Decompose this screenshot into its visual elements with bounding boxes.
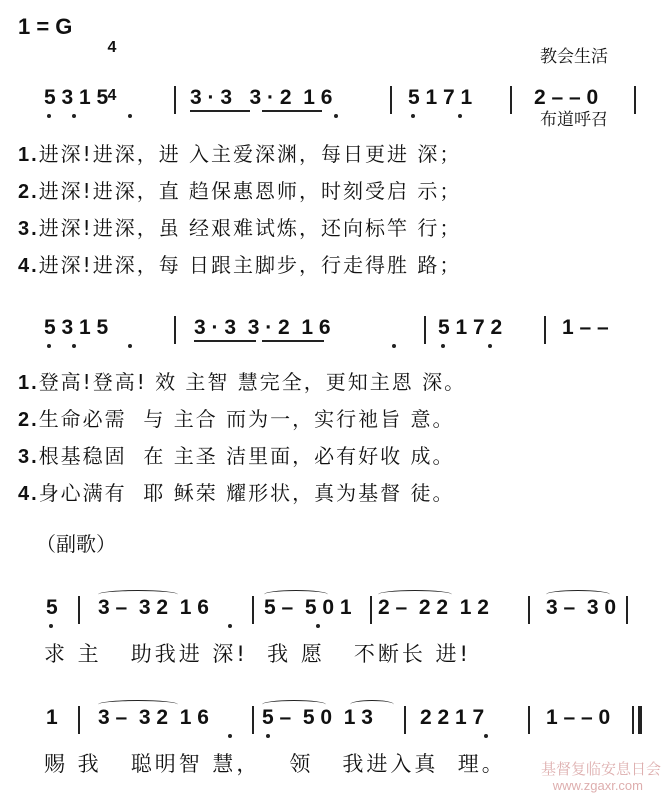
barline xyxy=(632,706,634,734)
octave-dot xyxy=(334,114,338,118)
octave-dot xyxy=(228,624,232,628)
octave-dot xyxy=(72,344,76,348)
watermark-url: www.zgaxr.com xyxy=(552,778,643,793)
verse-number: 1. xyxy=(18,372,39,394)
octave-dot xyxy=(228,734,232,738)
barline xyxy=(544,316,546,344)
verse-number: 3. xyxy=(18,218,39,240)
lyric-line xyxy=(18,249,461,278)
lyric-line xyxy=(18,477,454,506)
octave-dot xyxy=(49,624,53,628)
tie-arc xyxy=(262,700,326,709)
octave-dot xyxy=(392,344,396,348)
octave-dot xyxy=(441,344,445,348)
tie-arc xyxy=(546,590,610,599)
octave-dot xyxy=(484,734,488,738)
octave-dot xyxy=(411,114,415,118)
source-line-2: 布道呼召 xyxy=(540,110,608,129)
verse-number: 2. xyxy=(18,181,39,203)
chorus-label: （副歌） xyxy=(36,532,116,556)
measure: 5 1 7 1 xyxy=(408,86,473,109)
lyric-text: 进深!进深，虽 经艰难试炼，还向标竿 行； xyxy=(38,216,462,240)
measure: 1 – – xyxy=(562,316,609,339)
measure: 5 1 7 2 xyxy=(438,316,503,339)
beat-underline xyxy=(190,110,250,112)
lyric-text: 身心满有 耶 稣荣 耀形状，真为基督 徒。 xyxy=(38,481,455,505)
barline xyxy=(78,706,80,734)
tie-arc xyxy=(378,590,452,599)
verse-number: 1. xyxy=(18,144,39,166)
measure: 5 – 5 0 1 3 xyxy=(262,706,373,729)
measure: 3 · 3 3 · 2 1 6 xyxy=(190,86,333,109)
barline xyxy=(424,316,426,344)
octave-dot xyxy=(458,114,462,118)
measure: 3 – 3 0 xyxy=(546,596,617,619)
lyric-line xyxy=(18,440,454,469)
octave-dot xyxy=(72,114,76,118)
verse-number: 3. xyxy=(18,446,39,468)
measure: 2 – – 0 xyxy=(534,86,599,109)
tie-arc xyxy=(98,700,178,709)
octave-dot xyxy=(488,344,492,348)
barline xyxy=(626,596,628,624)
verse-number: 2. xyxy=(18,409,39,431)
barline xyxy=(174,86,176,114)
lyric-line xyxy=(18,175,461,204)
final-barline xyxy=(638,706,642,734)
barline xyxy=(252,706,254,734)
lyric-text: 生命必需 与 主合 而为一，实行祂旨 意。 xyxy=(38,407,455,431)
measure: 3 – 3 2 1 6 xyxy=(98,596,209,619)
measure: 5 – 5 0 1 xyxy=(264,596,352,619)
barline xyxy=(390,86,392,114)
barline xyxy=(404,706,406,734)
barline xyxy=(510,86,512,114)
key-signature: 1 = G xyxy=(18,14,73,39)
tie-arc xyxy=(264,590,328,599)
tie-arc xyxy=(350,700,394,709)
measure: 5 3 1 5 xyxy=(44,316,109,339)
barline xyxy=(528,706,530,734)
measure: 1 xyxy=(46,706,58,729)
lyric-text: 进深!进深，进 入主爱深渊，每日更进 深； xyxy=(38,142,462,166)
chorus-line-2-lyrics: 赐 我 聪明智 慧， 领 我进入真 理。 xyxy=(44,752,506,776)
barline xyxy=(528,596,530,624)
beat-underline xyxy=(194,340,256,342)
beat-underline xyxy=(262,110,322,112)
barline xyxy=(370,596,372,624)
verse-number: 4. xyxy=(18,483,39,505)
measure: 3 – 3 2 1 6 xyxy=(98,706,209,729)
source-label xyxy=(540,4,608,151)
verse-number: 4. xyxy=(18,255,39,277)
beat-underline xyxy=(262,340,324,342)
lyric-text: 根基稳固 在 主圣 洁里面，必有好收 成。 xyxy=(38,444,455,468)
time-signature-bottom: 4 xyxy=(107,87,117,104)
time-signature-top: 4 xyxy=(107,39,117,56)
measure: 3 · 3 3 · 2 1 6 xyxy=(194,316,331,339)
tie-arc xyxy=(98,590,178,599)
lyric-text: 登高!登高! 效 主智 慧完全，更知主恩 深。 xyxy=(38,370,467,394)
barline xyxy=(634,86,636,114)
barline xyxy=(78,596,80,624)
measure: 2 – 2 2 1 2 xyxy=(378,596,489,619)
source-line-1: 教会生活 xyxy=(540,47,608,66)
barline xyxy=(252,596,254,624)
octave-dot xyxy=(266,734,270,738)
measure: 1 – – 0 xyxy=(546,706,611,729)
octave-dot xyxy=(47,344,51,348)
lyric-line xyxy=(18,403,454,432)
barline xyxy=(174,316,176,344)
measure: 5 xyxy=(46,596,58,619)
measure: 5 3 1 5 xyxy=(44,86,109,109)
octave-dot xyxy=(316,624,320,628)
chorus-line-1-lyrics: 求 主 助我进 深! 我 愿 不断长 进! xyxy=(44,642,471,666)
octave-dot xyxy=(128,114,132,118)
lyric-text: 进深!进深，每 日跟主脚步，行走得胜 路； xyxy=(38,253,462,277)
lyric-line xyxy=(18,212,461,241)
octave-dot xyxy=(128,344,132,348)
lyric-text: 进深!进深，直 趋保惠恩师，时刻受启 示； xyxy=(38,179,462,203)
lyric-line xyxy=(18,138,461,167)
measure: 2 2 1 7 xyxy=(420,706,485,729)
octave-dot xyxy=(47,114,51,118)
lyric-line xyxy=(18,366,466,395)
watermark-text: 基督复临安息日会 xyxy=(540,760,661,778)
